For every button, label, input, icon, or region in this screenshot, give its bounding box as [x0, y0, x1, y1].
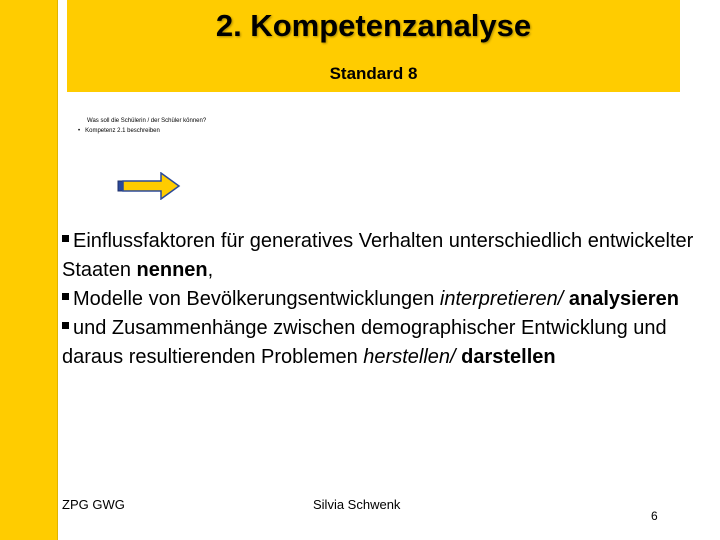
- item-emphasis-italic: herstellen/: [363, 346, 456, 368]
- left-accent-bar-edge: [57, 0, 58, 540]
- page-subtitle: Standard 8: [329, 64, 418, 83]
- small-bullet-text: Kompetenz 2.1 beschreiben: [85, 128, 160, 134]
- competence-item: [62, 285, 712, 314]
- square-bullet-icon: [62, 293, 69, 300]
- square-bullet-icon: [62, 322, 69, 329]
- item-text: Einflussfaktoren für generatives Verhalten unterschiedlich entwickelter Staaten: [62, 230, 694, 281]
- footer-author: Silvia Schwenk: [313, 497, 401, 512]
- title-banner: [67, 0, 680, 92]
- small-bullet-icon: •: [78, 128, 81, 134]
- square-bullet-icon: [62, 235, 69, 242]
- competence-item: [62, 227, 712, 285]
- page-title: 2. Kompetenzanalyse: [215, 8, 532, 43]
- item-text: ,: [207, 259, 214, 281]
- right-arrow-icon: [117, 172, 181, 200]
- item-emphasis: darstellen: [461, 346, 556, 368]
- small-bullet-item: [78, 128, 160, 134]
- item-emphasis: analysieren: [568, 288, 679, 310]
- page-number: 6: [651, 509, 658, 523]
- footer-organization: ZPG GWG: [62, 497, 125, 512]
- left-accent-bar: [0, 0, 58, 540]
- competence-item: [62, 314, 712, 372]
- item-text: und Zusammenhänge zwischen demographischer Entwicklung und daraus resultierenden Problemen: [62, 317, 667, 368]
- item-text: Modelle von Bevölkerungsentwicklungen: [73, 288, 440, 310]
- small-question-text: Was soll die Schülerin / der Schüler können?: [87, 118, 207, 124]
- item-emphasis-italic: interpretieren/: [439, 288, 564, 310]
- item-emphasis: nennen: [136, 259, 208, 281]
- competence-list: [62, 227, 712, 372]
